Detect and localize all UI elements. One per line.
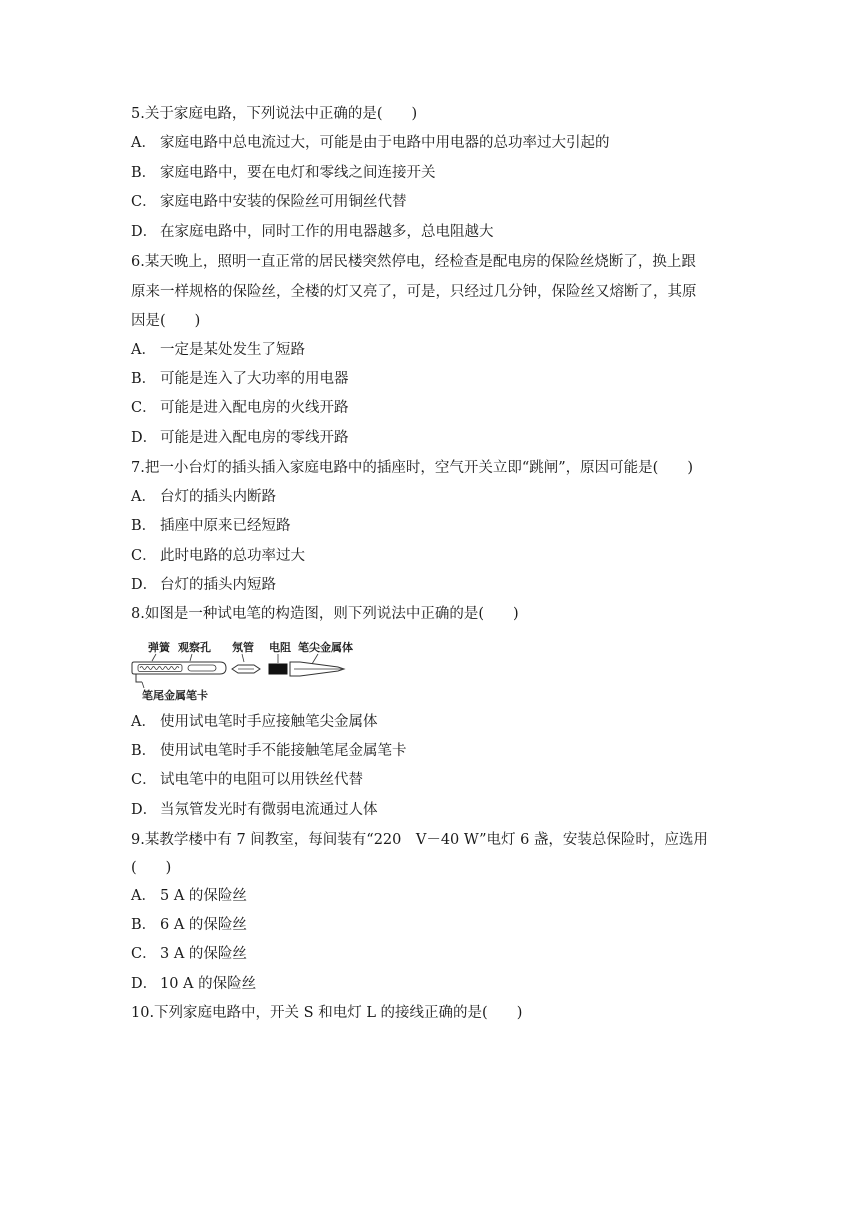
option-text: 3 A 的保险丝 bbox=[160, 946, 247, 962]
option-letter: D． bbox=[131, 224, 158, 240]
option-letter: C． bbox=[131, 772, 157, 788]
label-clip: 笔尾金属笔卡 bbox=[142, 689, 208, 702]
option-letter: D． bbox=[131, 976, 158, 992]
option-letter: D． bbox=[131, 430, 158, 446]
option-text: 6 A 的保险丝 bbox=[160, 917, 247, 933]
leader-clip bbox=[142, 682, 144, 688]
label-window: 观察孔 bbox=[178, 641, 211, 654]
option-text: 可能是进入配电房的火线开路 bbox=[160, 400, 349, 416]
option-text: 可能是连入了大功率的用电器 bbox=[160, 371, 349, 387]
option-letter: C． bbox=[131, 548, 157, 564]
option-text: 当氖管发光时有微弱电流通过人体 bbox=[160, 802, 378, 818]
option-letter: D． bbox=[131, 802, 158, 818]
leader-tip bbox=[312, 654, 318, 664]
question-9-option-d bbox=[131, 974, 256, 994]
option-letter: A． bbox=[131, 342, 156, 358]
window-slot bbox=[188, 665, 216, 671]
question-5-stem: 5.关于家庭电路，下列说法中正确的是( ) bbox=[131, 106, 418, 122]
question-6-option-a bbox=[131, 340, 305, 360]
option-text: 台灯的插头内断路 bbox=[160, 489, 276, 505]
question-6-option-d bbox=[131, 428, 349, 448]
question-5-option-a bbox=[131, 133, 610, 153]
option-text: 在家庭电路中，同时工作的用电器越多，总电阻越大 bbox=[160, 224, 494, 240]
question-8-option-c bbox=[131, 770, 363, 790]
option-letter: C． bbox=[131, 400, 157, 416]
question-7-option-c bbox=[131, 546, 305, 566]
question-9-stem-line-2: ( ) bbox=[131, 860, 172, 876]
leader-neon bbox=[242, 654, 244, 662]
option-letter: C． bbox=[131, 194, 157, 210]
question-6-stem-line-2: 原来一样规格的保险丝，全楼的灯又亮了，可是，只经过几分钟，保险丝又熔断了，其原 bbox=[131, 284, 697, 300]
question-7-option-a bbox=[131, 487, 276, 507]
option-text: 使用试电笔时手应接触笔尖金属体 bbox=[160, 714, 378, 730]
test-pen-svg bbox=[128, 636, 368, 702]
question-8-option-b bbox=[131, 741, 407, 761]
question-5-option-c bbox=[131, 192, 407, 212]
question-6-option-c bbox=[131, 398, 349, 418]
option-text: 可能是进入配电房的零线开路 bbox=[160, 430, 349, 446]
option-text: 试电笔中的电阻可以用铁丝代替 bbox=[160, 772, 363, 788]
question-9-option-c bbox=[131, 944, 247, 964]
option-text: 插座中原来已经短路 bbox=[160, 518, 291, 534]
question-6-option-b bbox=[131, 369, 349, 389]
question-7-stem: 7.把一小台灯的插头插入家庭电路中的插座时，空气开关立即“跳闸”，原因可能是( ) bbox=[131, 460, 693, 476]
question-7-option-b bbox=[131, 516, 291, 536]
option-text: 台灯的插头内短路 bbox=[160, 577, 276, 593]
option-letter: A． bbox=[131, 489, 156, 505]
question-10-stem: 10.下列家庭电路中，开关 S 和电灯 L 的接线正确的是( ) bbox=[131, 1005, 523, 1021]
spring-slot bbox=[138, 665, 182, 672]
clip-hook bbox=[136, 674, 142, 682]
label-neon: 氖管 bbox=[232, 641, 254, 654]
option-letter: A． bbox=[131, 888, 156, 904]
option-letter: B． bbox=[131, 743, 157, 759]
option-text: 10 A 的保险丝 bbox=[160, 976, 257, 992]
question-5-option-d bbox=[131, 222, 494, 242]
question-8-option-d bbox=[131, 800, 378, 820]
option-text: 家庭电路中安装的保险丝可用铜丝代替 bbox=[160, 194, 407, 210]
option-letter: B． bbox=[131, 165, 157, 181]
leader-window bbox=[190, 654, 192, 661]
question-7-option-d bbox=[131, 575, 276, 595]
question-6-stem-line-3: 因是( ) bbox=[131, 313, 201, 329]
option-text: 一定是某处发生了短路 bbox=[160, 342, 305, 358]
option-text: 5 A 的保险丝 bbox=[160, 888, 247, 904]
question-9-stem-line-1: 9.某教学楼中有 7 间教室，每间装有“220 V－40 W”电灯 6 盏，安装总保险时，应选用 bbox=[131, 832, 708, 848]
option-letter: B． bbox=[131, 371, 157, 387]
option-letter: A． bbox=[131, 714, 156, 730]
question-8-option-a bbox=[131, 712, 378, 732]
option-text: 家庭电路中总电流过大，可能是由于电路中用电器的总功率过大引起的 bbox=[160, 135, 610, 151]
leader-spring bbox=[152, 654, 156, 661]
label-spring: 弹簧 bbox=[148, 641, 170, 654]
label-resistor: 电阻 bbox=[269, 641, 291, 654]
option-letter: B． bbox=[131, 917, 157, 933]
option-letter: B． bbox=[131, 518, 157, 534]
question-8-stem: 8.如图是一种试电笔的构造图，则下列说法中正确的是( ) bbox=[131, 606, 519, 622]
option-letter: D． bbox=[131, 577, 158, 593]
question-5-option-b bbox=[131, 163, 436, 183]
question-6-stem-line-1: 6.某天晚上，照明一直正常的居民楼突然停电，经检查是配电房的保险丝烧断了，换上跟 bbox=[131, 254, 696, 270]
option-letter: C． bbox=[131, 946, 157, 962]
option-text: 家庭电路中，要在电灯和零线之间连接开关 bbox=[160, 165, 436, 181]
test-pen-diagram bbox=[128, 636, 368, 702]
question-9-option-a bbox=[131, 886, 247, 906]
option-text: 此时电路的总功率过大 bbox=[160, 548, 305, 564]
option-letter: A． bbox=[131, 135, 156, 151]
option-text: 使用试电笔时手不能接触笔尾金属笔卡 bbox=[160, 743, 407, 759]
question-9-option-b bbox=[131, 915, 247, 935]
label-tip: 笔尖金属体 bbox=[298, 641, 353, 654]
resistor-block bbox=[269, 664, 287, 674]
